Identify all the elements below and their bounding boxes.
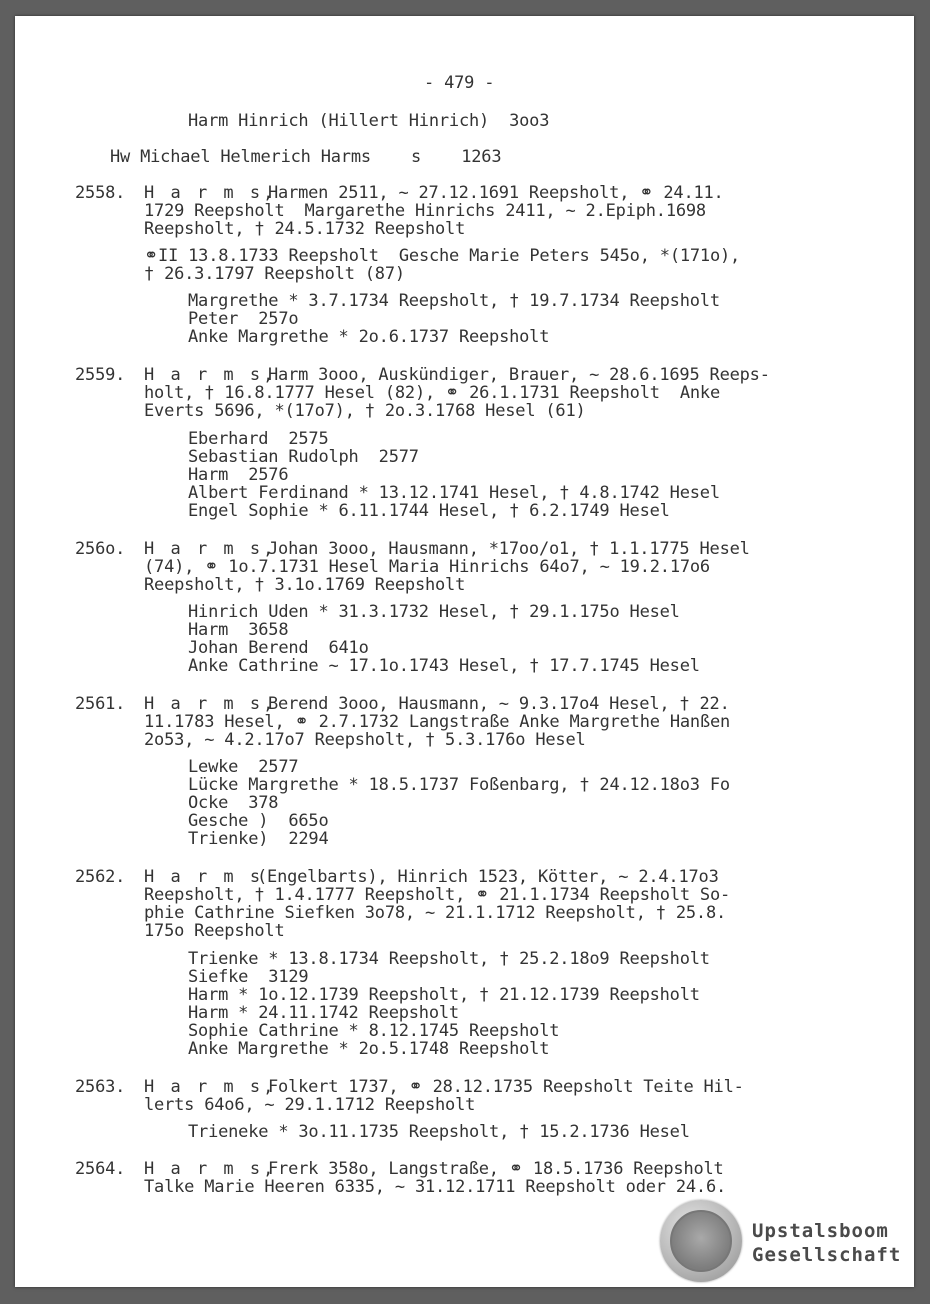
child-line: Siefke 3129 — [188, 967, 309, 987]
entry-number: 2562. — [75, 867, 126, 887]
child-line: Anke Margrethe * 2o.6.1737 Reepsholt — [188, 327, 550, 347]
entry-head-line: Reepsholt, † 1.4.1777 Reepsholt, ⚭ 21.1.1734 Reepsholt So- — [144, 885, 731, 905]
child-line: Peter 257o — [188, 309, 299, 329]
child-line: Anke Margrethe * 2o.5.1748 Reepsholt — [188, 1039, 550, 1059]
entry-head-line: Reepsholt, † 24.5.1732 Reepsholt — [144, 219, 466, 239]
entry-head-line: 175o Reepsholt — [144, 921, 285, 941]
child-line: Sophie Cathrine * 8.12.1745 Reepsholt — [188, 1021, 560, 1041]
entry-head-line: Folkert 1737, ⚭ 28.12.1735 Reepsholt Teite Hil- — [268, 1077, 744, 1097]
entry-head-line: Berend 3ooo, Hausmann, ~ 9.3.17o4 Hesel, † 22. — [268, 694, 730, 714]
entry-head-line: Everts 5696, *(17o7), † 2o.3.1768 Hesel (61) — [144, 401, 586, 421]
entry-head-line: holt, † 16.8.1777 Hesel (82), ⚭ 26.1.1731 Reepsholt Anke — [144, 383, 720, 403]
child-line: Sebastian Rudolph 2577 — [188, 447, 419, 467]
child-line: Gesche ) 665o — [188, 811, 329, 831]
child-line: Trienke) 2294 — [188, 829, 329, 849]
entry-head-line: Harm 3ooo, Auskündiger, Brauer, ~ 28.6.1695 Reeps- — [268, 365, 770, 385]
seal-emblem-icon — [670, 1210, 732, 1272]
entry-head-line: Talke Marie Heeren 6335, ~ 31.12.1711 Reepsholt oder 24.6. — [144, 1177, 727, 1197]
entry-number: 256o. — [75, 539, 126, 559]
child-line: Trieneke * 3o.11.1735 Reepsholt, † 15.2.1736 Hesel — [188, 1122, 690, 1142]
entry-number: 2564. — [75, 1159, 126, 1179]
entry-head-line: Reepsholt, † 3.1o.1769 Reepsholt — [144, 575, 466, 595]
entry-surname: H a r m s, — [144, 1077, 277, 1097]
entry-head-line: 11.1783 Hesel, ⚭ 2.7.1732 Langstraße Anke Margrethe Hanßen — [144, 712, 731, 732]
child-line: Harm 2576 — [188, 465, 289, 485]
child-line: Anke Cathrine ~ 17.1o.1743 Hesel, † 17.7.1745 Hesel — [188, 656, 700, 676]
entry-number: 2559. — [75, 365, 126, 385]
entry-number: 2558. — [75, 183, 126, 203]
entry-number: 2563. — [75, 1077, 126, 1097]
child-line: Hinrich Uden * 31.3.1732 Hesel, † 29.1.175o Hesel — [188, 602, 680, 622]
entry-head-line: Harmen 2511, ~ 27.12.1691 Reepsholt, ⚭ 24.11. — [268, 183, 724, 203]
subject-heading: Harm Hinrich (Hillert Hinrich) 3oo3 — [188, 111, 550, 131]
child-line: Johan Berend 641o — [188, 638, 369, 658]
entry-head-line: Frerk 358o, Langstraße, ⚭ 18.5.1736 Reepsholt — [268, 1159, 724, 1179]
entry-head-line: phie Cathrine Siefken 3o78, ~ 21.1.1712 Reepsholt, † 25.8. — [144, 903, 727, 923]
child-line: Lewke 2577 — [188, 757, 299, 777]
society-logo-text — [752, 1219, 901, 1267]
child-line: Ocke 378 — [188, 793, 279, 813]
entry-surname: H a r m s, — [144, 1159, 277, 1179]
entry-surname: H a r m s — [144, 867, 264, 887]
logo-line-2: Gesellschaft — [752, 1244, 902, 1266]
child-line: Trienke * 13.8.1734 Reepsholt, † 25.2.18o9 Reepsholt — [188, 949, 710, 969]
entry-surname: H a r m s, — [144, 539, 277, 559]
entry-head-line: 2o53, ~ 4.2.17o7 Reepsholt, † 5.3.176o Hesel — [144, 730, 586, 750]
entry-head-line: lerts 64o6, ~ 29.1.1712 Reepsholt — [144, 1095, 476, 1115]
hw-line: Hw Michael Helmerich Harms s 1263 — [110, 147, 502, 167]
child-line: Harm * 24.11.1742 Reepsholt — [188, 1003, 459, 1023]
child-line: Harm 3658 — [188, 620, 289, 640]
entry-head-line: 1729 Reepsholt Margarethe Hinrichs 2411, ~ 2.Epiph.1698 — [144, 201, 706, 221]
entry-head-line: (74), ⚭ 1o.7.1731 Hesel Maria Hinrichs 64o7, ~ 19.2.17o6 — [144, 557, 710, 577]
society-seal-icon — [660, 1200, 742, 1282]
child-line: Engel Sophie * 6.11.1744 Hesel, † 6.2.1749 Hesel — [188, 501, 670, 521]
entry-surname: H a r m s, — [144, 183, 277, 203]
entry-surname: H a r m s, — [144, 694, 277, 714]
entry-number: 2561. — [75, 694, 126, 714]
entry-head-line: Johan 3ooo, Hausmann, *17oo/o1, † 1.1.1775 Hesel — [268, 539, 750, 559]
child-line: Harm * 1o.12.1739 Reepsholt, † 21.12.1739 Reepsholt — [188, 985, 700, 1005]
entry-second-marriage: ⚭II 13.8.1733 Reepsholt Gesche Marie Peters 545o, *(171o), — [144, 246, 741, 266]
child-line: Albert Ferdinand * 13.12.1741 Hesel, † 4.8.1742 Hesel — [188, 483, 720, 503]
child-line: Eberhard 2575 — [188, 429, 329, 449]
child-line: Lücke Margrethe * 18.5.1737 Foßenbarg, † 24.12.18o3 Fo — [188, 775, 730, 795]
child-line: Margrethe * 3.7.1734 Reepsholt, † 19.7.1734 Reepsholt — [188, 291, 720, 311]
page-number: - 479 - — [424, 73, 495, 93]
entry-second-marriage: † 26.3.1797 Reepsholt (87) — [144, 264, 405, 284]
entry-head-line: (Engelbarts), Hinrich 1523, Kötter, ~ 2.4.17o3 — [257, 867, 719, 887]
entry-surname: H a r m s, — [144, 365, 277, 385]
logo-line-1: Upstalsboom — [752, 1220, 889, 1242]
